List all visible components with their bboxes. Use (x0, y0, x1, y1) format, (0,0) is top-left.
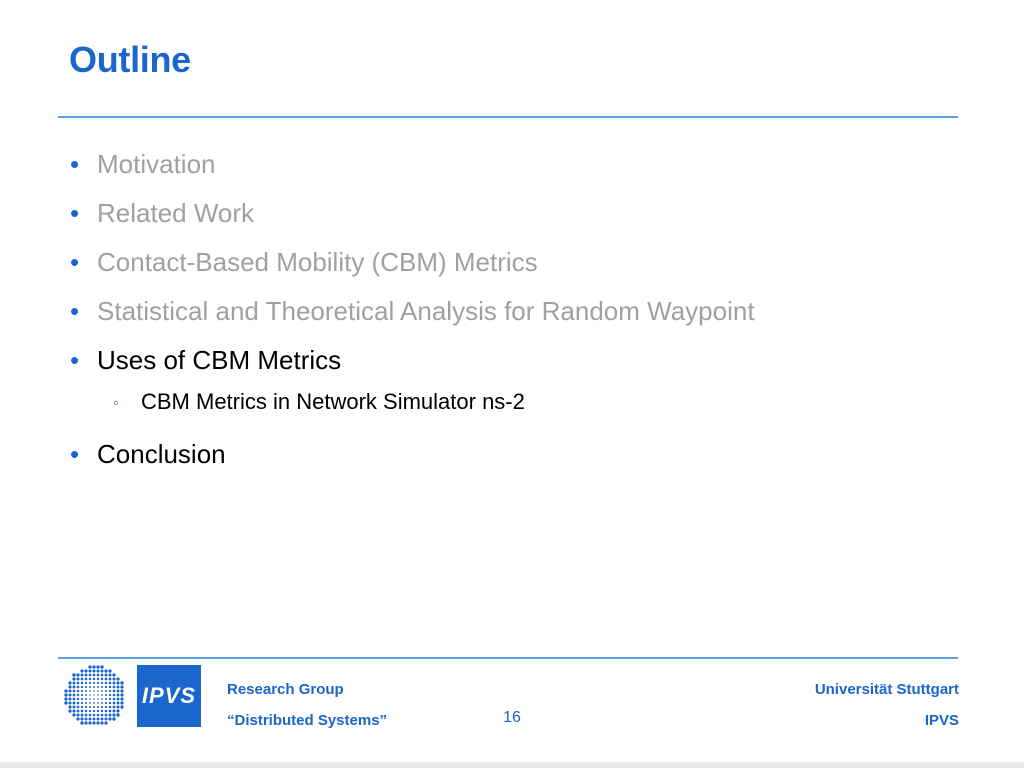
footer-institute: IPVS (924, 712, 959, 729)
bullet-icon: • (70, 296, 80, 326)
list-item-label: Contact-Based Mobility (CBM) Metrics (97, 247, 538, 277)
outline-list (70, 143, 930, 482)
footer-divider (58, 657, 958, 659)
footer-university: Universität Stuttgart (814, 681, 959, 698)
bottom-edge (0, 762, 1024, 768)
list-item-label: Uses of CBM Metrics (97, 345, 342, 375)
sub-list-item-ns2 (70, 388, 930, 433)
page-number: 16 (503, 709, 521, 726)
list-item-label: Related Work (97, 198, 255, 228)
list-item-statistical-analysis (70, 290, 930, 339)
list-item-related-work (70, 192, 930, 241)
list-item-label: Statistical and Theoretical Analysis for Random Waypoint (97, 296, 755, 326)
ipvs-logo-text: IPVS (141, 683, 197, 708)
dotted-circle-logo-icon (64, 665, 126, 727)
list-item-motivation (70, 143, 930, 192)
bullet-icon: • (70, 149, 80, 179)
footer-research-group: Research Group (227, 681, 344, 698)
bullet-icon: • (70, 345, 80, 375)
bullet-icon: • (70, 198, 80, 228)
title-divider (58, 116, 958, 118)
bullet-icon: • (70, 439, 80, 469)
list-item-conclusion (70, 433, 930, 482)
sub-list-item-label: CBM Metrics in Network Simulator ns-2 (141, 389, 525, 414)
list-item-label: Conclusion (97, 439, 226, 469)
ipvs-logo (137, 665, 201, 727)
footer-group-name: “Distributed Systems” (227, 712, 388, 729)
list-item-label: Motivation (97, 149, 216, 179)
slide-title: Outline (69, 39, 191, 80)
list-item-uses-of-cbm (70, 339, 930, 388)
sub-bullet-icon: ◦ (113, 395, 119, 412)
list-item-cbm-metrics (70, 241, 930, 290)
bullet-icon: • (70, 247, 80, 277)
